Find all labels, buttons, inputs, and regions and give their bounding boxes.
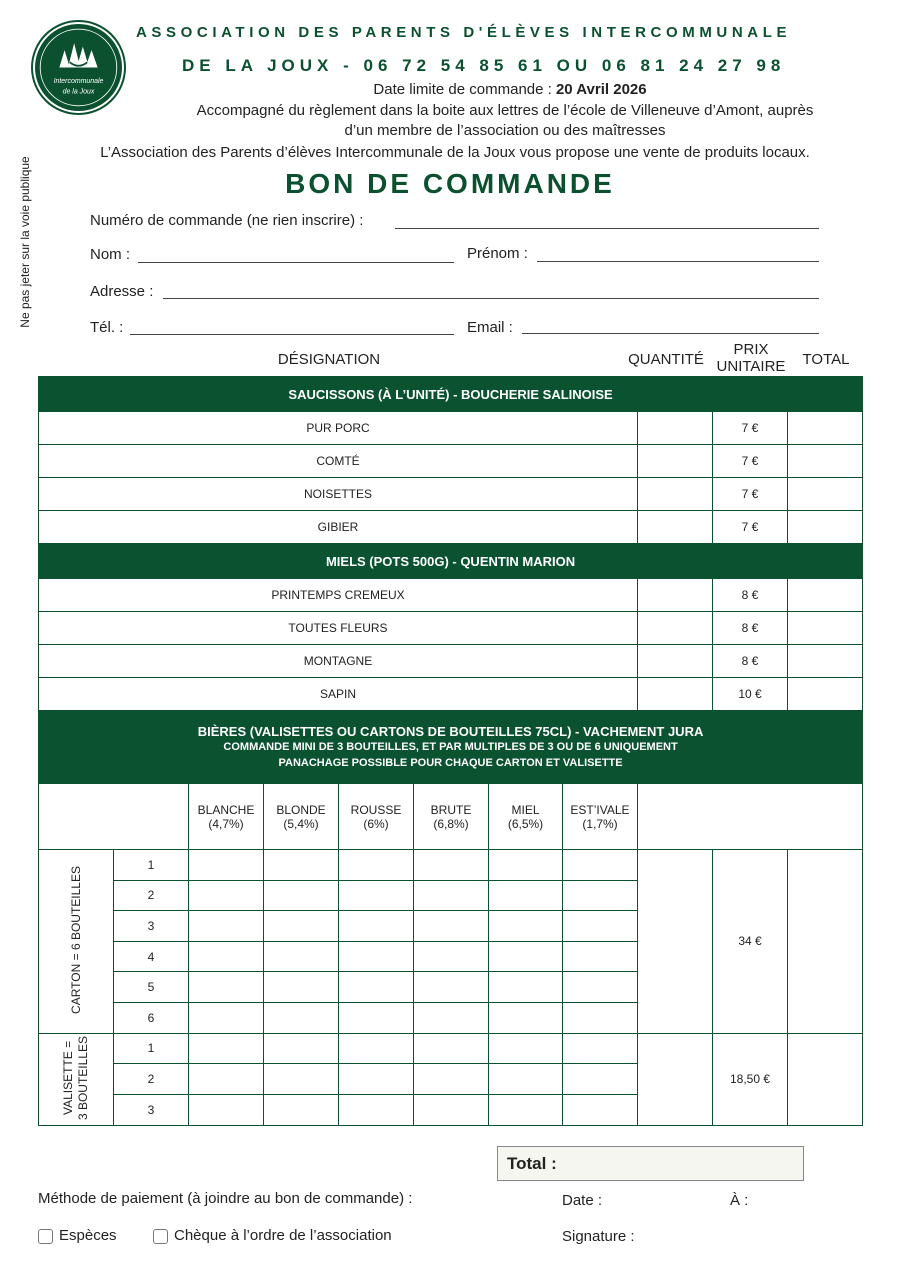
carton-total[interactable] <box>788 850 863 1034</box>
beer-quantity-cell[interactable] <box>189 1002 264 1033</box>
beer-quantity-cell[interactable] <box>264 941 339 972</box>
beer-quantity-cell[interactable] <box>189 850 264 881</box>
beer-quantity-cell[interactable] <box>264 911 339 942</box>
cash-option[interactable] <box>38 1227 117 1244</box>
row-number: 5 <box>114 972 189 1003</box>
beer-quantity-cell[interactable] <box>264 1002 339 1033</box>
name-field[interactable] <box>138 262 454 263</box>
section-header: MIELS (POTS 500G) - QUENTIN MARION <box>39 544 863 579</box>
product-name: COMTÉ <box>39 445 638 478</box>
total-cell[interactable] <box>788 678 863 711</box>
beer-quantity-cell[interactable] <box>264 850 339 881</box>
product-row <box>39 478 863 511</box>
beer-quantity-cell[interactable] <box>489 972 563 1003</box>
firstname-label: Prénom : <box>467 245 528 262</box>
col-designation: DÉSIGNATION <box>277 351 381 368</box>
col-quantity: QUANTITÉ <box>628 351 704 368</box>
phone-field[interactable] <box>130 334 454 335</box>
beer-abv: (6,5%) <box>507 816 544 831</box>
beer-quantity-cell[interactable] <box>339 850 414 881</box>
quantity-cell[interactable] <box>638 678 713 711</box>
product-name: SAPIN <box>39 678 638 711</box>
beer-type-header <box>339 784 414 850</box>
beer-type-header <box>264 784 339 850</box>
carton-quantity[interactable] <box>638 850 713 1034</box>
product-row <box>39 579 863 612</box>
beer-quantity-cell[interactable] <box>489 941 563 972</box>
beer-quantity-cell[interactable] <box>189 911 264 942</box>
beer-quantity-cell[interactable] <box>563 850 638 881</box>
product-name: PRINTEMPS CREMEUX <box>39 579 638 612</box>
product-name: MONTAGNE <box>39 645 638 678</box>
beer-quantity-cell[interactable] <box>489 880 563 911</box>
beer-quantity-cell[interactable] <box>414 850 489 881</box>
cash-label: Espèces <box>59 1227 117 1244</box>
beer-quantity-cell[interactable] <box>414 1094 489 1125</box>
beer-quantity-cell[interactable] <box>339 880 414 911</box>
email-label: Email : <box>467 319 513 336</box>
beer-quantity-cell[interactable] <box>339 911 414 942</box>
beer-abv: (1,7%) <box>582 816 618 831</box>
name-label: Nom : <box>90 246 131 263</box>
quantity-cell[interactable] <box>638 511 713 544</box>
cheque-checkbox[interactable] <box>153 1229 168 1244</box>
beer-name: EST’IVALE <box>570 802 630 817</box>
unit-price: 7 € <box>713 412 788 445</box>
beer-quantity-cell[interactable] <box>339 1064 414 1095</box>
beer-quantity-cell[interactable] <box>339 1002 414 1033</box>
beer-quantity-cell[interactable] <box>414 1064 489 1095</box>
beer-type-header <box>414 784 489 850</box>
place-label: À : <box>730 1192 749 1209</box>
beer-quantity-cell[interactable] <box>189 941 264 972</box>
beer-quantity-cell[interactable] <box>563 880 638 911</box>
beer-name: MIEL <box>511 802 540 817</box>
valisette-label-text <box>61 1036 91 1120</box>
beer-quantity-cell[interactable] <box>264 1033 339 1064</box>
beer-quantity-cell[interactable] <box>563 972 638 1003</box>
total-cell[interactable] <box>788 478 863 511</box>
product-name: NOISETTES <box>39 478 638 511</box>
product-row <box>39 511 863 544</box>
empty-cell <box>39 784 189 850</box>
beer-quantity-cell[interactable] <box>264 972 339 1003</box>
deadline <box>160 79 860 100</box>
beer-name: BRUTE <box>430 802 472 817</box>
beer-quantity-cell[interactable] <box>563 941 638 972</box>
valisette-quantity[interactable] <box>638 1033 713 1125</box>
total-cell[interactable] <box>788 511 863 544</box>
beer-quantity-cell[interactable] <box>339 1033 414 1064</box>
carton-label <box>39 850 114 1034</box>
beer-quantity-cell[interactable] <box>489 1094 563 1125</box>
page-title: BON DE COMMANDE <box>285 168 615 199</box>
quantity-cell[interactable] <box>638 579 713 612</box>
unit-price: 8 € <box>713 645 788 678</box>
valisette-total[interactable] <box>788 1033 863 1125</box>
total-label: Total : <box>507 1154 557 1173</box>
beer-quantity-cell[interactable] <box>489 911 563 942</box>
beer-abv: (5,4%) <box>283 816 319 831</box>
svg-text:de la Joux: de la Joux <box>62 88 95 96</box>
section-header: SAUCISSONS (À L’UNITÉ) - BOUCHERIE SALINOISE <box>39 377 863 412</box>
date-label: Date : <box>562 1192 603 1209</box>
product-row <box>39 445 863 478</box>
cheque-label: Chèque à l’ordre de l’association <box>174 1227 392 1244</box>
cash-checkbox[interactable] <box>38 1229 53 1244</box>
product-name: GIBIER <box>39 511 638 544</box>
quantity-cell[interactable] <box>638 478 713 511</box>
beer-quantity-cell[interactable] <box>339 1094 414 1125</box>
email-field[interactable] <box>522 333 819 334</box>
row-number: 3 <box>114 1094 189 1125</box>
beer-type-header <box>563 784 638 850</box>
beer-quantity-cell[interactable] <box>563 911 638 942</box>
row-number: 1 <box>114 850 189 881</box>
org-name: ASSOCIATION DES PARENTS D'ÉLÈVES INTERCOMMUNALE <box>136 24 792 41</box>
beer-section-header <box>39 711 863 784</box>
beer-type-header <box>489 784 563 850</box>
order-table <box>38 376 863 1126</box>
address-label: Adresse : <box>90 283 154 300</box>
beer-quantity-cell[interactable] <box>264 1064 339 1095</box>
beer-quantity-cell[interactable] <box>189 1094 264 1125</box>
valisette-label <box>39 1033 114 1125</box>
quantity-cell[interactable] <box>638 412 713 445</box>
beer-quantity-cell[interactable] <box>264 1094 339 1125</box>
row-number: 2 <box>114 880 189 911</box>
signature-label: Signature : <box>562 1228 635 1245</box>
product-row <box>39 612 863 645</box>
beer-quantity-cell[interactable] <box>189 1064 264 1095</box>
beer-name: BLONDE <box>276 802 326 817</box>
svg-text:Intercommunale: Intercommunale <box>53 78 104 86</box>
beer-quantity-cell[interactable] <box>414 911 489 942</box>
row-number: 6 <box>114 1002 189 1033</box>
beer-quantity-cell[interactable] <box>189 972 264 1003</box>
beer-quantity-cell[interactable] <box>489 1064 563 1095</box>
product-row <box>39 678 863 711</box>
valisette-label-1: VALISETTE = <box>61 1040 75 1115</box>
cheque-option[interactable] <box>153 1227 392 1244</box>
beer-quantity-cell[interactable] <box>489 1002 563 1033</box>
beer-quantity-cell[interactable] <box>414 1033 489 1064</box>
beer-quantity-cell[interactable] <box>563 1002 638 1033</box>
phone-label: Tél. : <box>90 319 124 336</box>
beer-quantity-cell[interactable] <box>339 972 414 1003</box>
beer-quantity-cell[interactable] <box>563 1094 638 1125</box>
beer-name: ROUSSE <box>350 802 402 817</box>
carton-price: 34 € <box>713 850 788 1034</box>
unit-price: 10 € <box>713 678 788 711</box>
product-name: PUR PORC <box>39 412 638 445</box>
valisette-label-2: 3 BOUTEILLES <box>76 1035 90 1120</box>
org-contact: DE LA JOUX - 06 72 54 85 61 OU 06 81 24 27 98 <box>182 56 786 75</box>
beer-quantity-cell[interactable] <box>414 1002 489 1033</box>
product-row <box>39 645 863 678</box>
unit-price: 7 € <box>713 445 788 478</box>
beer-note-2: PANACHAGE POSSIBLE POUR CHAQUE CARTON ET VALISETTE <box>278 756 623 769</box>
order-number-field[interactable] <box>395 228 819 229</box>
beer-quantity-cell[interactable] <box>563 1033 638 1064</box>
beer-note-1: COMMANDE MINI DE 3 BOUTEILLES, ET PAR MULTIPLES DE 3 OU DE 6 UNIQUEMENT <box>223 740 678 753</box>
empty-cell <box>638 784 863 850</box>
order-number-label: Numéro de commande (ne rien inscrire) : <box>90 212 364 229</box>
quantity-cell[interactable] <box>638 645 713 678</box>
beer-quantity-cell[interactable] <box>489 1033 563 1064</box>
beer-quantity-cell[interactable] <box>189 1033 264 1064</box>
total-cell[interactable] <box>788 412 863 445</box>
row-number: 1 <box>114 1033 189 1064</box>
unit-price: 7 € <box>713 478 788 511</box>
col-total: TOTAL <box>802 351 850 368</box>
payment-method-label: Méthode de paiement (à joindre au bon de commande) : <box>38 1190 413 1207</box>
beer-quantity-cell[interactable] <box>489 850 563 881</box>
beer-type-header <box>189 784 264 850</box>
instructions-1: Accompagné du règlement dans la boite aux lettres de l’école de Villeneuve d’Amont, auprès <box>196 102 814 119</box>
total-cell[interactable] <box>788 645 863 678</box>
beer-quantity-cell[interactable] <box>414 972 489 1003</box>
beer-quantity-cell[interactable] <box>414 880 489 911</box>
deadline-label: Date limite de commande : <box>373 81 556 98</box>
quantity-cell[interactable] <box>638 445 713 478</box>
row-number: 4 <box>114 941 189 972</box>
beer-abv: (4,7%) <box>208 816 244 831</box>
beer-abv: (6,8%) <box>433 816 469 831</box>
col-unit-price: PRIX UNITAIRE <box>716 341 786 375</box>
total-cell[interactable] <box>788 579 863 612</box>
beer-quantity-cell[interactable] <box>264 880 339 911</box>
unit-price: 7 € <box>713 511 788 544</box>
total-cell[interactable] <box>788 612 863 645</box>
unit-price: 8 € <box>713 579 788 612</box>
unit-price: 8 € <box>713 612 788 645</box>
quantity-cell[interactable] <box>638 612 713 645</box>
row-number: 3 <box>114 911 189 942</box>
row-number: 2 <box>114 1064 189 1095</box>
side-note: Ne pas jeter sur la voie publique <box>18 156 32 328</box>
beer-name: BLANCHE <box>197 802 255 817</box>
total-cell[interactable] <box>788 445 863 478</box>
deadline-value: 20 Avril 2026 <box>555 81 647 98</box>
beer-title: BIÈRES (VALISETTES OU CARTONS DE BOUTEILLES 75CL) - VACHEMENT JURA <box>197 723 704 739</box>
product-name: TOUTES FLEURS <box>39 612 638 645</box>
beer-abv: (6%) <box>363 816 389 831</box>
beer-quantity-cell[interactable] <box>189 880 264 911</box>
beer-quantity-cell[interactable] <box>414 941 489 972</box>
beer-quantity-cell[interactable] <box>563 1064 638 1095</box>
carton-label-text: CARTON = 6 BOUTEILLES <box>68 865 83 1014</box>
firstname-field[interactable] <box>537 261 819 262</box>
association-logo <box>33 22 124 113</box>
instructions-2: d’un membre de l’association ou des maîtresses <box>344 122 666 139</box>
valisette-price: 18,50 € <box>713 1033 788 1125</box>
product-row <box>39 412 863 445</box>
beer-quantity-cell[interactable] <box>339 941 414 972</box>
intro-text: L’Association des Parents d’élèves Intercommunale de la Joux vous propose une vente de produits locaux. <box>100 144 810 161</box>
total-box[interactable] <box>497 1146 804 1181</box>
address-field[interactable] <box>163 298 819 299</box>
